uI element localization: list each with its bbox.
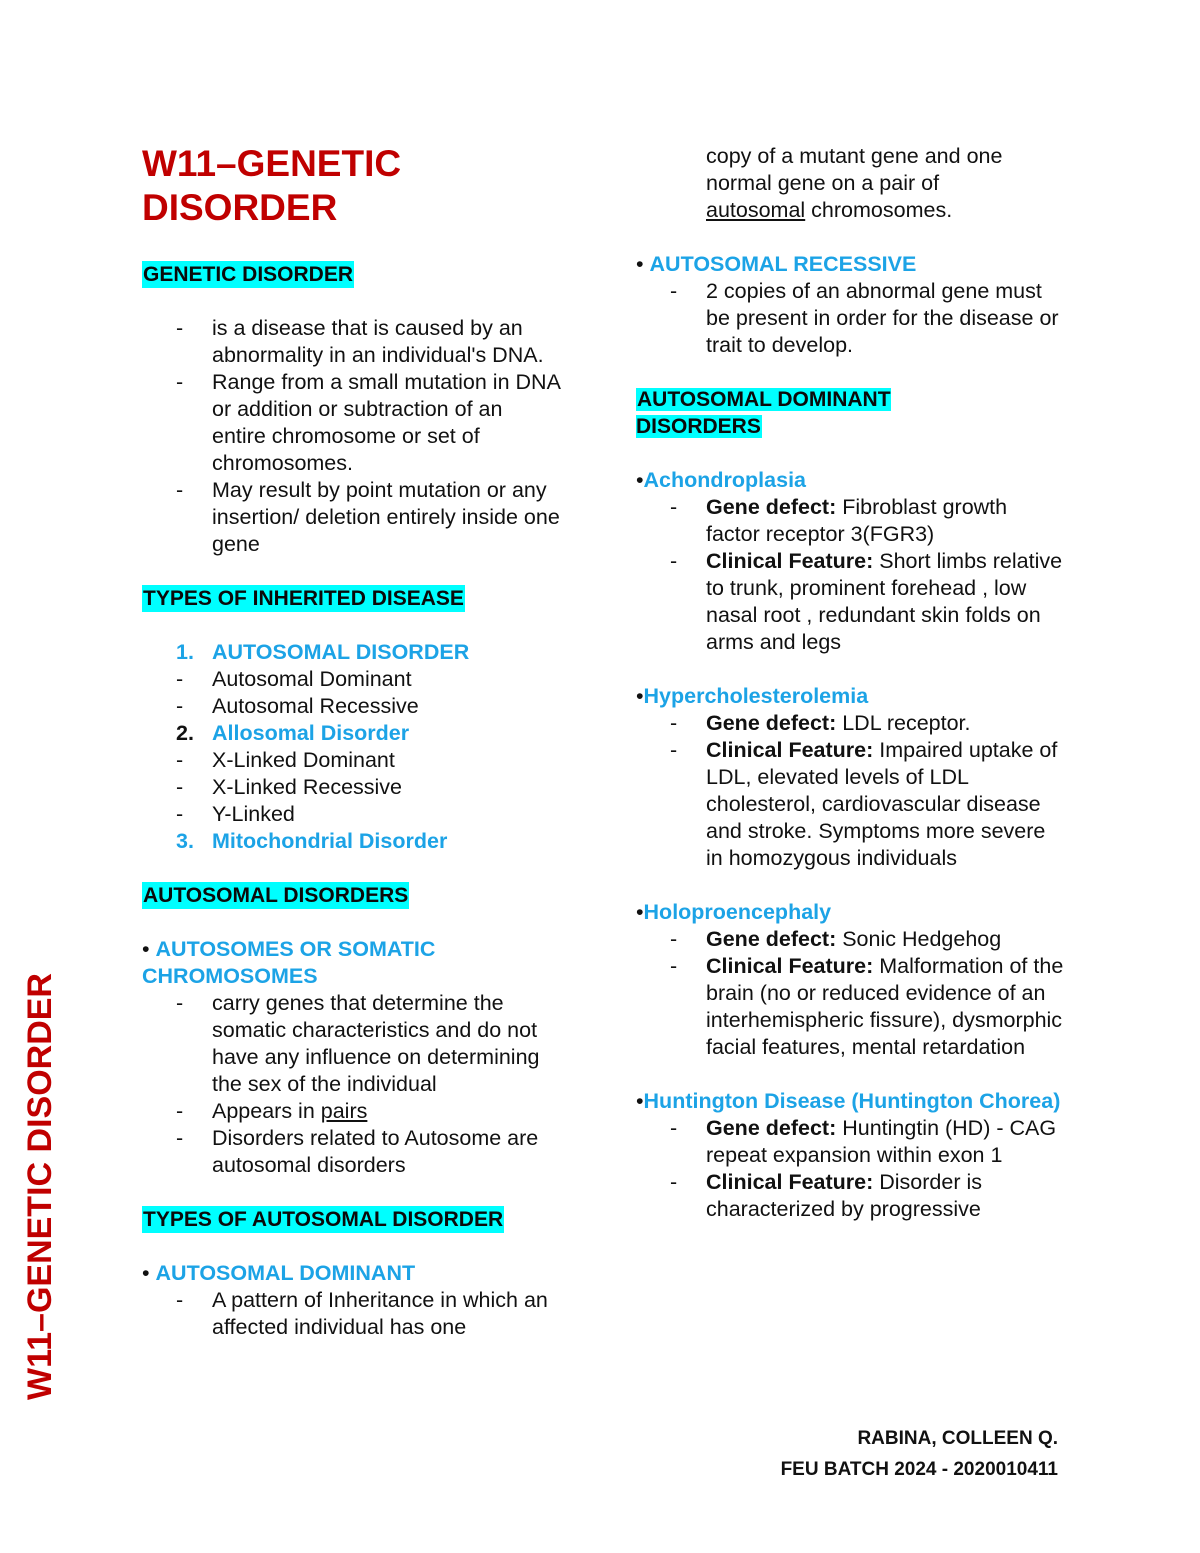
list-item: - Appears in pairs	[176, 1098, 368, 1123]
list-item: - Y-Linked	[176, 801, 295, 826]
page-title: W11–GENETIC DISORDER	[142, 143, 402, 229]
list-item: - Autosomal Recessive	[176, 693, 419, 718]
list-item: 2. Allosomal Disorder	[176, 720, 410, 745]
list-item: - Clinical Feature: Short limbs relative to trunk, prominent forehead , low nasal root , redundant skin folds on arms and legs	[670, 549, 1063, 654]
subheading-autosomal-recessive: • AUTOSOMAL RECESSIVE	[636, 252, 917, 276]
right-column	[636, 143, 1066, 1223]
heading-types-inherited: TYPES OF INHERITED DISEASE	[143, 586, 464, 610]
list-item: - Clinical Feature: Impaired uptake of LDL, elevated levels of LDL cholesterol, cardiovascular disease and stroke. Symptoms more severe in homozygous individuals	[670, 738, 1058, 870]
subheading-autosomes: • AUTOSOMES OR SOMATIC CHROMOSOMES	[142, 936, 436, 988]
list-item: - Clinical Feature: Disorder is characterized by progressive	[670, 1170, 982, 1221]
list-item: - X-Linked Recessive	[176, 774, 403, 799]
disorder-name: •Huntington Disease (Huntington Chorea)	[636, 1089, 1061, 1113]
subheading-autosomal-dominant: • AUTOSOMAL DOMINANT	[142, 1260, 416, 1285]
list-item: - 2 copies of an abnormal gene must be present in order for the disease or trait to develop.	[670, 279, 1059, 357]
list-item: - Range from a small mutation in DNA or addition or subtraction of an entire chromosome or set of chromosomes.	[176, 369, 560, 475]
footer-batch: FEU BATCH 2024 - 2020010411	[780, 1459, 1058, 1480]
heading-types-autosomal: TYPES OF AUTOSOMAL DISORDER	[143, 1207, 504, 1231]
disorder-name: •Hypercholesterolemia	[636, 684, 869, 708]
heading-genetic-disorder: GENETIC DISORDER	[143, 262, 354, 286]
list-item: - Gene defect: Sonic Hedgehog	[670, 927, 1002, 951]
list-item: - Gene defect: Fibroblast growth factor receptor 3(FGR3)	[670, 495, 1008, 546]
disorder-name: •Holoproencephaly	[636, 900, 832, 924]
list-item: - X-Linked Dominant	[176, 747, 395, 772]
list-item: - May result by point mutation or any insertion/ deletion entirely inside one gene	[176, 477, 560, 556]
list-item: - Disorders related to Autosome are autosomal disorders	[176, 1125, 539, 1177]
heading-ad-disorders: AUTOSOMAL DOMINANT DISORDERS	[636, 388, 891, 438]
side-title: W11–GENETIC DISORDER	[21, 973, 59, 1400]
list-item: - Autosomal Dominant	[176, 666, 412, 691]
list-item: 3. Mitochondrial Disorder	[176, 828, 448, 853]
list-item: - carry genes that determine the somatic characteristics and do not have any influence on determining the sex of the individual	[176, 990, 540, 1096]
list-item: - is a disease that is caused by an abnormality in an individual's DNA.	[176, 315, 544, 367]
list-item: - Gene defect: Huntingtin (HD) - CAG repeat expansion within exon 1	[670, 1116, 1057, 1167]
list-item: 1. AUTOSOMAL DISORDER	[176, 639, 470, 664]
heading-autosomal-disorders: AUTOSOMAL DISORDERS	[143, 883, 409, 907]
disorder-name: •Achondroplasia	[636, 468, 806, 492]
list-item: - Gene defect: LDL receptor.	[670, 711, 971, 735]
list-item: - A pattern of Inheritance in which an affected individual has one	[176, 1287, 548, 1339]
left-column	[142, 142, 562, 1341]
ad-continued: copy of a mutant gene and one normal gene on a pair of autosomal chromosomes.	[706, 144, 1003, 222]
footer-name: RABINA, COLLEEN Q.	[857, 1428, 1058, 1449]
list-item: - Clinical Feature: Malformation of the brain (no or reduced evidence of an interhemispheric fissure), dysmorphic facial features, mental retardation	[670, 954, 1064, 1059]
